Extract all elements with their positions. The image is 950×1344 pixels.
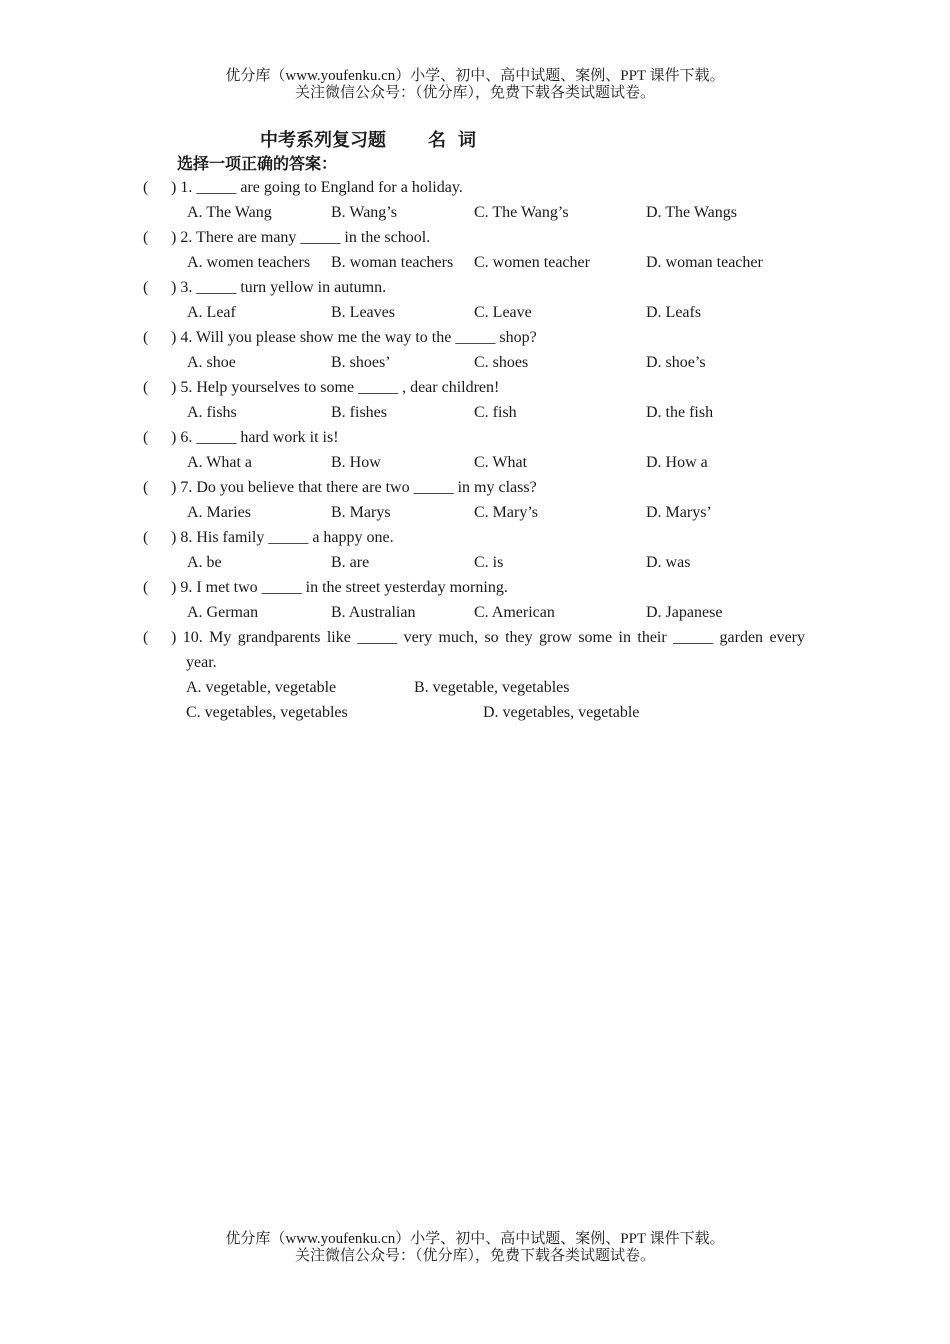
question-10 — [143, 625, 805, 725]
option-c: C. Mary’s — [474, 504, 538, 521]
answer-blank[interactable]: ( — [143, 329, 149, 346]
option-a: A. be — [187, 554, 222, 571]
option-a: A. What a — [187, 454, 253, 471]
header-line-1: 优分库（www.youfenku.cn）小学、初中、高中试题、案例、PPT 课件下载。 — [225, 68, 725, 84]
title-topic-char-1: 名 — [428, 130, 446, 150]
option-b: B. woman teachers — [331, 254, 454, 271]
option-d: D. vegetables, vegetable — [483, 704, 640, 721]
option-d: D. shoe’s — [646, 354, 706, 371]
question-7 — [143, 475, 805, 525]
footer-banner — [0, 1231, 950, 1265]
option-c: C. shoes — [474, 354, 529, 371]
question-8 — [143, 525, 805, 575]
page-title — [260, 126, 476, 152]
option-b: B. fishes — [331, 404, 387, 421]
question-stem: ) 7. Do you believe that there are two _____ in my class? — [171, 479, 537, 496]
option-c: C. women teacher — [474, 254, 590, 271]
option-a: A. vegetable, vegetable — [186, 679, 337, 696]
option-b: B. Wang’s — [331, 204, 397, 221]
footer-line-2: 关注微信公众号：（优分库），免费下载各类试题试卷。 — [294, 1248, 655, 1264]
answer-blank[interactable]: ( — [143, 279, 149, 296]
question-stem: ) 10. My grandparents like _____ very much, so they grow some in their _____ garden every — [171, 629, 805, 646]
answer-blank[interactable]: ( — [143, 479, 149, 496]
question-stem-continuation: year. — [186, 654, 217, 671]
option-b: B. Marys — [331, 504, 391, 521]
question-stem: ) 6. _____ hard work it is! — [171, 429, 339, 446]
option-a: A. Maries — [187, 504, 251, 521]
option-c: C. Leave — [474, 304, 532, 321]
question-4 — [143, 325, 805, 375]
header-banner — [0, 68, 950, 102]
question-stem: ) 9. I met two _____ in the street yesterday morning. — [171, 579, 508, 596]
option-b: B. Leaves — [331, 304, 395, 321]
question-stem: ) 5. Help yourselves to some _____ , dear children! — [171, 379, 500, 396]
option-d: D. How a — [646, 454, 708, 471]
option-c: C. fish — [474, 404, 517, 421]
option-d: D. the fish — [646, 404, 714, 421]
title-topic-char-2: 词 — [458, 130, 476, 150]
answer-blank[interactable]: ( — [143, 529, 149, 546]
option-d: D. Leafs — [646, 304, 702, 321]
option-a: A. German — [187, 604, 259, 621]
question-stem: ) 8. His family _____ a happy one. — [171, 529, 394, 546]
option-b: B. shoes’ — [331, 354, 391, 371]
answer-blank[interactable]: ( — [143, 629, 149, 646]
answer-blank[interactable]: ( — [143, 579, 149, 596]
question-9 — [143, 575, 805, 625]
question-1 — [143, 175, 805, 225]
question-3 — [143, 275, 805, 325]
option-a: A. shoe — [187, 354, 236, 371]
option-d: D. Marys’ — [646, 504, 712, 521]
question-stem: ) 3. _____ turn yellow in autumn. — [171, 279, 387, 296]
question-2 — [143, 225, 805, 275]
answer-blank[interactable]: ( — [143, 429, 149, 446]
option-c: C. American — [474, 604, 555, 621]
question-stem: ) 2. There are many _____ in the school. — [171, 229, 431, 246]
answer-blank[interactable]: ( — [143, 179, 149, 196]
option-c: C. The Wang’s — [474, 204, 569, 221]
question-list — [143, 175, 805, 725]
answer-blank[interactable]: ( — [143, 229, 149, 246]
answer-blank[interactable]: ( — [143, 379, 149, 396]
question-stem: ) 4. Will you please show me the way to the _____ shop? — [171, 329, 537, 346]
option-b: B. vegetable, vegetables — [414, 679, 570, 696]
option-d: D. Japanese — [646, 604, 723, 621]
instruction-text: 选择一项正确的答案： — [177, 156, 338, 173]
option-c: C. vegetables, vegetables — [186, 704, 348, 721]
header-line-2: 关注微信公众号：（优分库），免费下载各类试题试卷。 — [294, 85, 655, 101]
option-c: C. What — [474, 454, 528, 471]
title-series: 中考系列复习题 — [260, 130, 386, 150]
option-a: A. fishs — [187, 404, 237, 421]
option-b: B. are — [331, 554, 370, 571]
option-c: C. is — [474, 554, 504, 571]
question-stem: ) 1. _____ are going to England for a holiday. — [171, 179, 463, 196]
option-a: A. women teachers — [187, 254, 311, 271]
footer-line-1: 优分库（www.youfenku.cn）小学、初中、高中试题、案例、PPT 课件下载。 — [225, 1231, 725, 1247]
option-b: B. Australian — [331, 604, 416, 621]
option-b: B. How — [331, 454, 381, 471]
question-6 — [143, 425, 805, 475]
option-a: A. Leaf — [187, 304, 236, 321]
option-a: A. The Wang — [187, 204, 272, 221]
question-5 — [143, 375, 805, 425]
option-d: D. The Wangs — [646, 204, 737, 221]
option-d: D. woman teacher — [646, 254, 763, 271]
option-d: D. was — [646, 554, 691, 571]
